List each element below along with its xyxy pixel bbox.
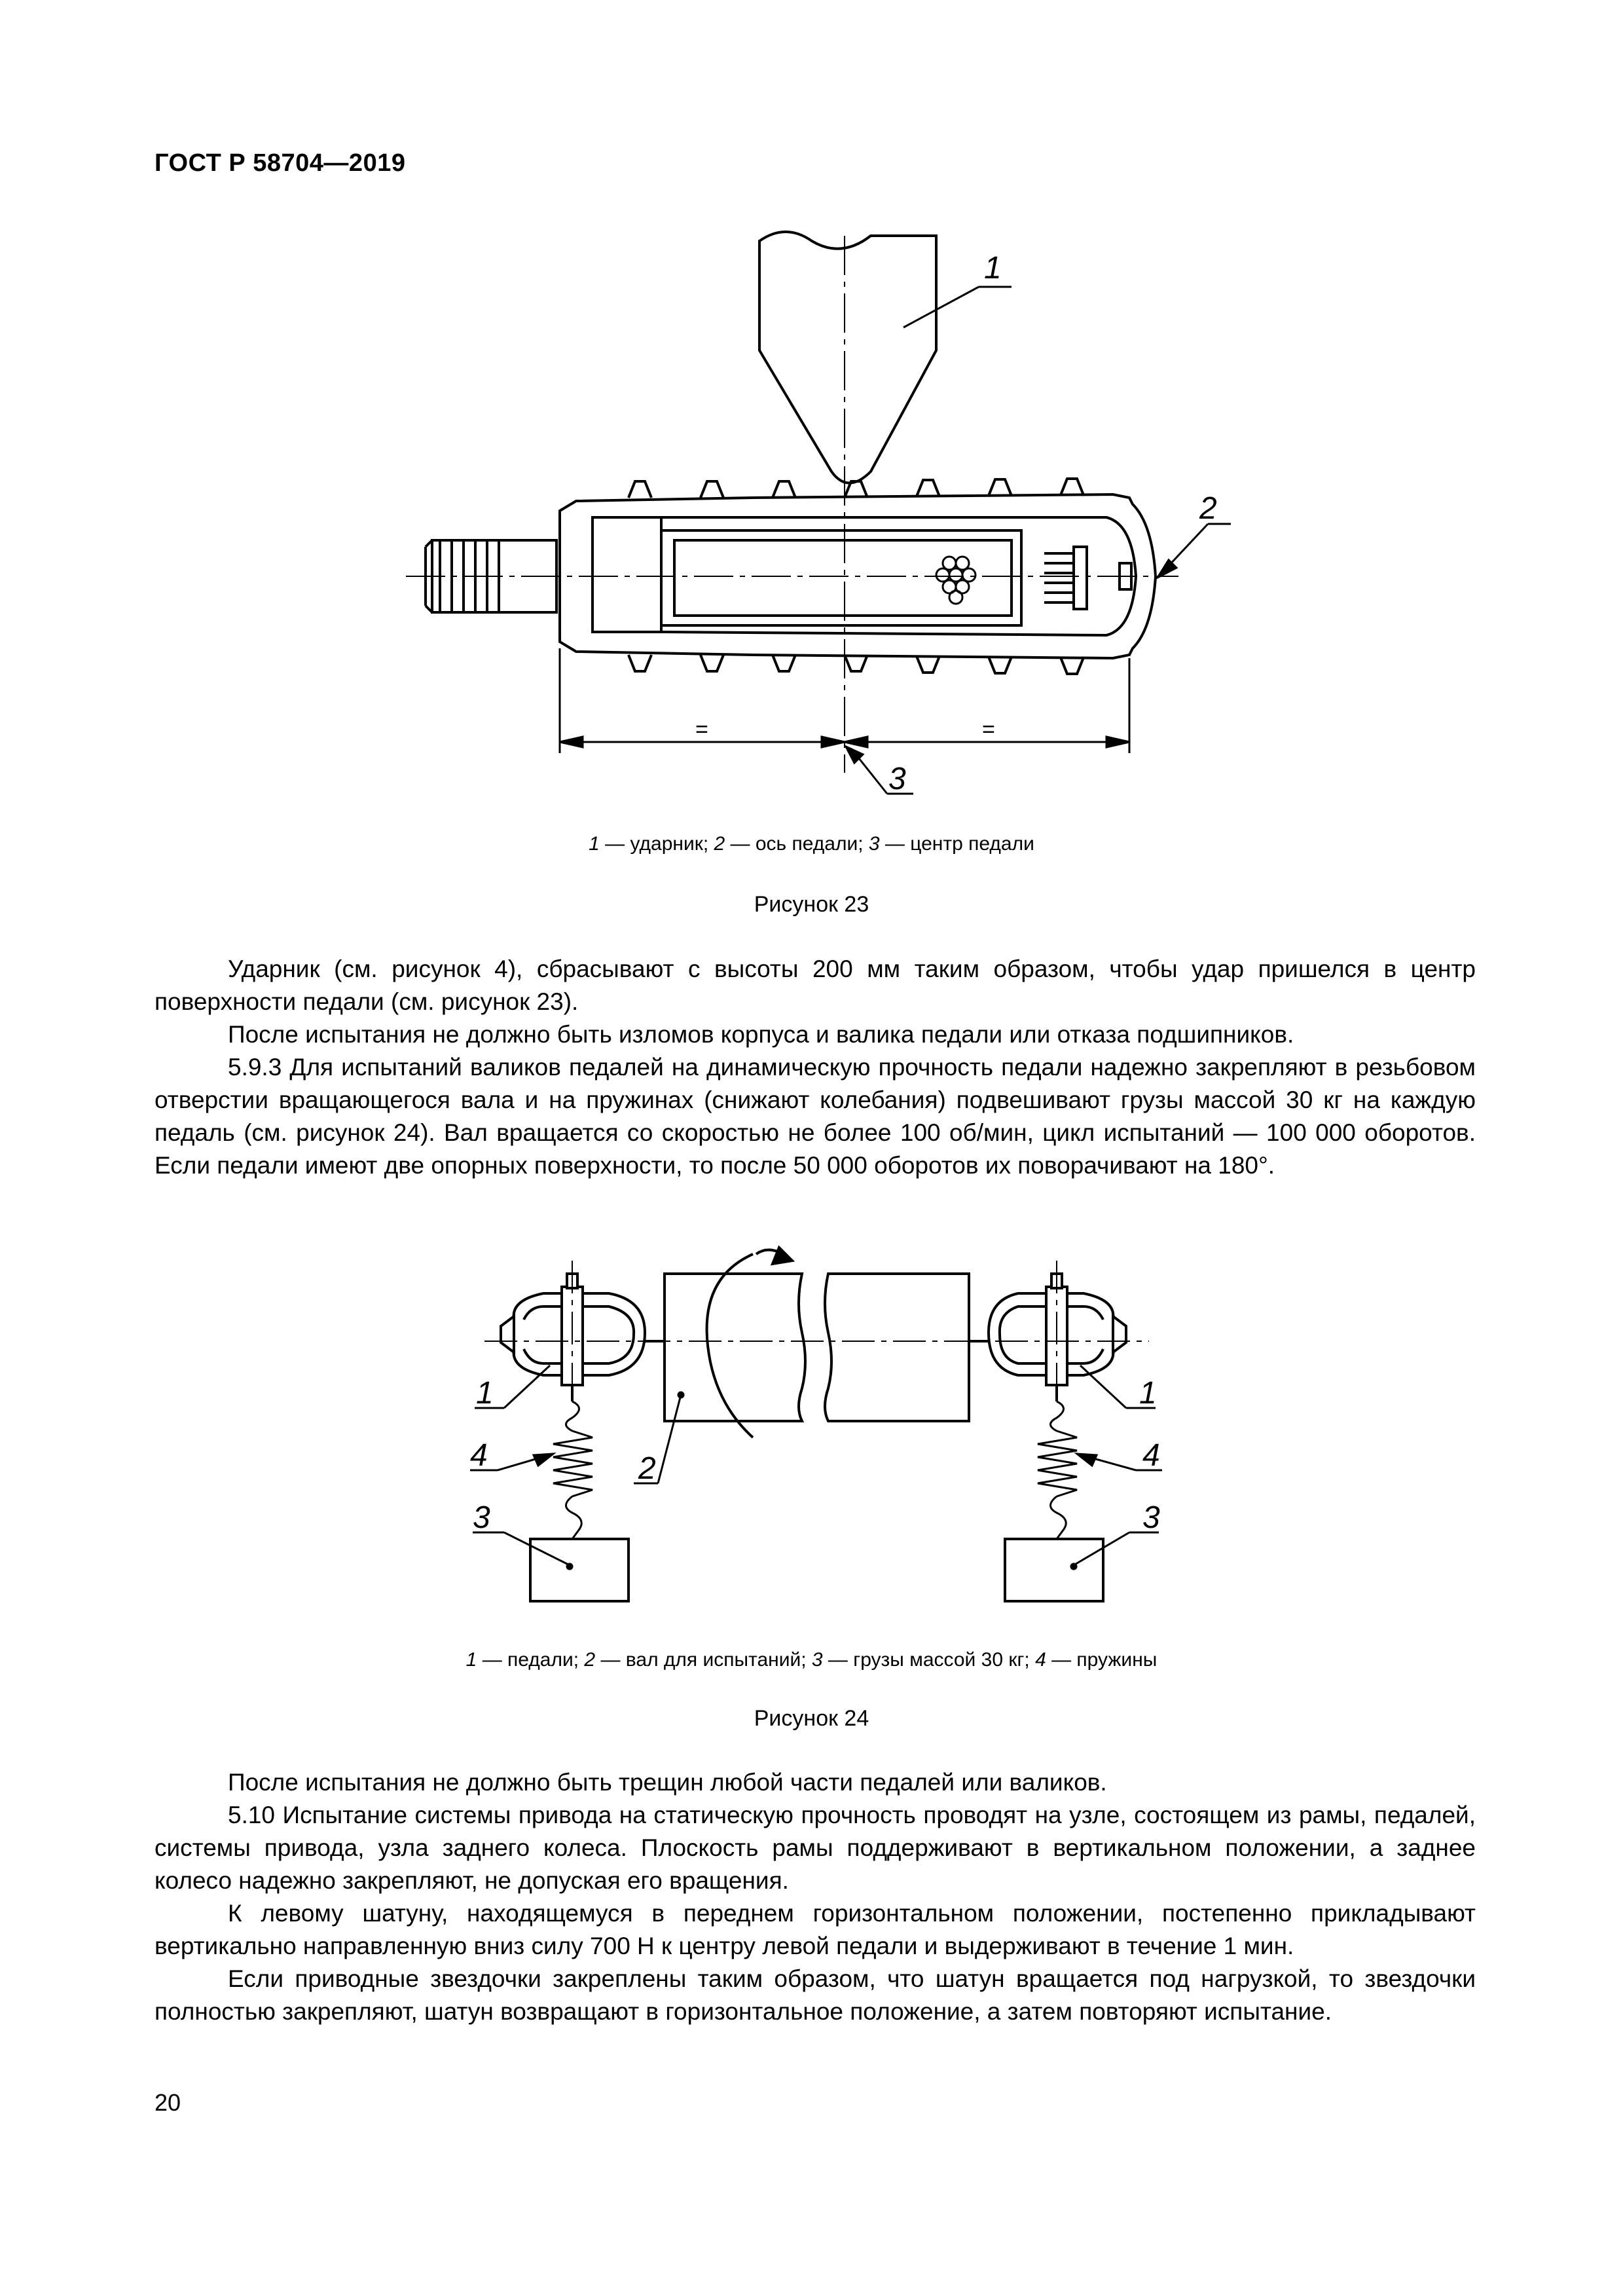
figure-23-caption: 1 — ударник; 2 — ось педали; 3 — центр педали (589, 833, 1034, 855)
label-spring-left: 4 (470, 1438, 488, 1473)
label-striker: 1 (984, 251, 1002, 286)
label-pedal-right: 1 (1139, 1376, 1157, 1411)
figure-24-title: Рисунок 24 (754, 1706, 869, 1731)
page-number: 20 (155, 2089, 181, 2116)
paragraph: 5.9.3 Для испытаний валиков педалей на динамическую прочность педали надежно закрепляют в резьбовом отверстии вращающегося вала и на пружинах (снижают колебания) подвешивают грузы массой 30 кг на каждую педаль (см. рисунок 24). Вал вращается со скоростью не более 100 об/мин, цикл испытаний — 100 000 оборотов. Если педали имеют две опорных поверхности, то после 50 000 оборотов их поворачивают на 180°. (155, 1054, 1476, 1179)
label-axis: 2 (1199, 491, 1217, 526)
shaft-cylinder (645, 1248, 989, 1437)
paragraph: После испытания не должно быть изломов корпуса и валика педали или отказа подшипников. (228, 1021, 1294, 1048)
figure-24-drawing (445, 1231, 1192, 1611)
figure-23-drawing (393, 223, 1257, 812)
text-block-2 (155, 1766, 1476, 2028)
label-spring-right: 4 (1142, 1438, 1160, 1473)
paragraph: Если приводные звездочки закреплены таким образом, что шатун вращается под нагрузкой, то звездочки полностью закрепляют, шатун возвращают в горизонтальное положение, а затем повторяют испытание. (155, 1965, 1476, 2025)
label-shaft: 2 (638, 1451, 656, 1486)
label-pedal-left: 1 (476, 1376, 494, 1411)
text-block-1 (155, 953, 1476, 1182)
equal-left: = (695, 717, 708, 742)
label-center: 3 (888, 762, 906, 796)
right-weight (1005, 1539, 1103, 1601)
label-weight-right: 3 (1142, 1500, 1160, 1535)
right-spring (1038, 1401, 1077, 1539)
paragraph: 5.10 Испытание системы привода на статическую прочность проводят на узле, состоящем из рамы, педалей, системы привода, узла заднего колеса. Плоскость рамы поддерживают в вертикальном положении, а заднее колесо надежно закрепляют, не допуская его вращения. (155, 1802, 1476, 1894)
paragraph: После испытания не должно быть трещин любой части педалей или валиков. (228, 1769, 1107, 1796)
left-weight (530, 1539, 629, 1601)
figure-23-title: Рисунок 23 (754, 892, 869, 917)
figure-24-caption: 1 — педали; 2 — вал для испытаний; 3 — грузы массой 30 кг; 4 — пружины (465, 1649, 1158, 1671)
paragraph: Ударник (см. рисунок 4), сбрасывают с высоты 200 мм таким образом, чтобы удар пришелся в центр поверхности педали (см. рисунок 23). (155, 955, 1476, 1015)
paragraph: К левому шатуну, находящемуся в переднем горизонтальном положении, постепенно прикладывают вертикально направленную вниз силу 700 Н к центру левой педали и выдерживают в течение 1 мин. (155, 1900, 1476, 1959)
striker-shape (759, 232, 936, 483)
document-header: ГОСТ Р 58704—2019 (155, 149, 406, 177)
label-weight-left: 3 (473, 1500, 490, 1535)
equal-right: = (982, 717, 995, 742)
left-spring (553, 1401, 593, 1539)
